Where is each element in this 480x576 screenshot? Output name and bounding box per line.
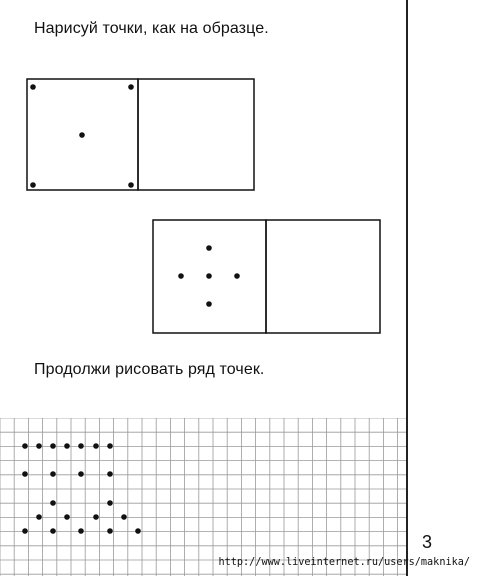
pattern-dot [107, 528, 113, 534]
page-number: 3 [421, 532, 432, 552]
pattern-dot [50, 528, 56, 534]
pattern-dot [121, 514, 127, 520]
pattern-dot [22, 443, 28, 449]
sample-dot [30, 84, 36, 90]
pattern-dot [50, 471, 56, 477]
pattern-dot [78, 528, 84, 534]
answer-square-2 [266, 220, 380, 333]
answer-square-1 [138, 79, 254, 190]
squared-paper-grid [0, 418, 410, 576]
pattern-dot [50, 500, 56, 506]
sample-dot [206, 273, 212, 279]
pattern-dot [64, 443, 70, 449]
pattern-dot [36, 443, 42, 449]
pattern-dot [107, 443, 113, 449]
pattern-dot [107, 471, 113, 477]
pattern-dot [93, 443, 99, 449]
watermark-url: http://www.liveinternet.ru/users/maknika/ [218, 557, 470, 568]
pattern-dot [135, 528, 141, 534]
pattern-dot [93, 514, 99, 520]
sample-dot [178, 273, 184, 279]
sample-dot [234, 273, 240, 279]
sample-dot [128, 182, 134, 188]
pattern-dot [22, 471, 28, 477]
pattern-dot [78, 443, 84, 449]
sample-dot [206, 245, 212, 251]
page-margin-line [406, 0, 408, 576]
sample-dot [30, 182, 36, 188]
pattern-dot [64, 514, 70, 520]
sample-dot [128, 84, 134, 90]
pattern-dot [50, 443, 56, 449]
task-instruction-1: Нарисуй точки, как на образце. [34, 20, 269, 37]
pattern-dot [36, 514, 42, 520]
pattern-dot [78, 471, 84, 477]
sample-dot [79, 132, 85, 138]
task-instruction-2: Продолжи рисовать ряд точек. [34, 361, 265, 378]
pattern-dot [107, 500, 113, 506]
pattern-dot [22, 528, 28, 534]
sample-dot [206, 301, 212, 307]
